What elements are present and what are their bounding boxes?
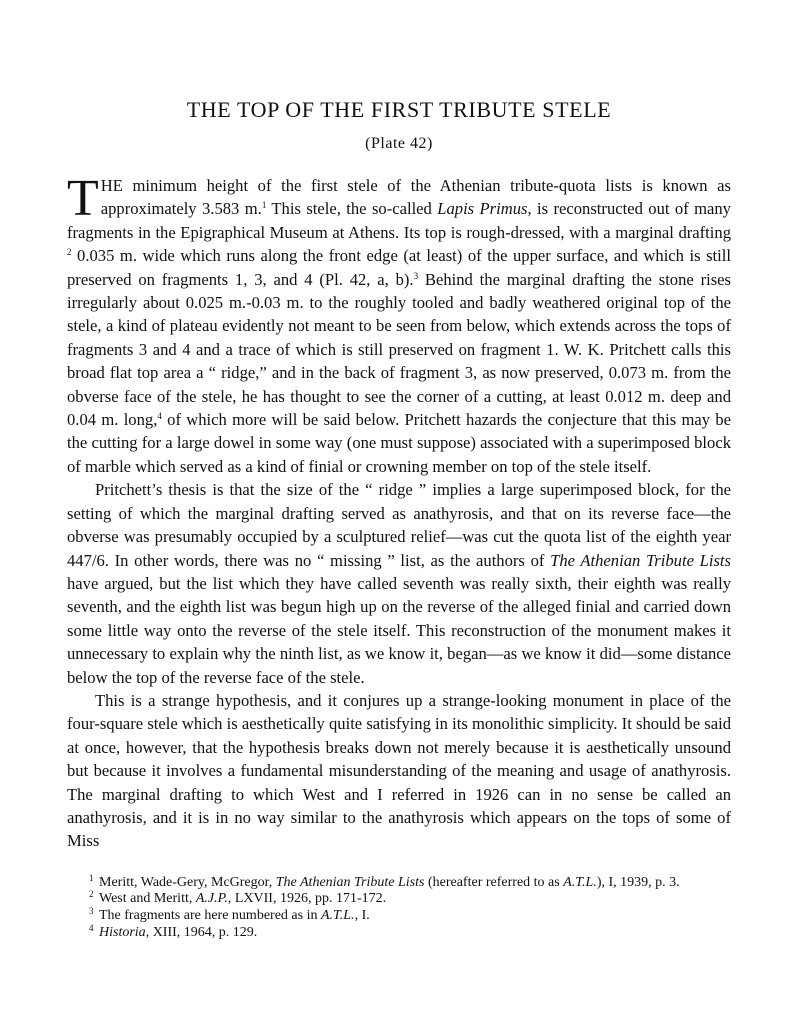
footnote-italic: A.J.P.	[195, 891, 228, 907]
footnotes	[67, 872, 731, 941]
footnote-text: West and Meritt,	[99, 891, 196, 907]
p1-text-1: HE minimum height of the first stele of the Athenian tribute-quota lists is known as approximately 3.583 m.	[100, 176, 731, 219]
footnote-ref-3: 3	[413, 270, 419, 281]
footnote-italic: Historia	[99, 924, 146, 940]
footnote-italic: A.T.L.	[320, 907, 355, 923]
p1-text-3: , is reconstructed out of many fragments in the Epigraphical Museum at Athens. Its top is rough-dressed, with a marginal drafting	[67, 199, 731, 242]
footnote-text: The fragments are here numbered as in	[99, 907, 321, 923]
p3-text-1: This is a strange hypothesis, and it conjures up a strange-looking monument in place of the four-square stele which is aesthetically quite satisfying in its monolithic simplicity. It should be said at once, however, that the hypothesis breaks down not merely because it is aesthetically unsound but because it involves a fundamental misunderstanding of the meaning and usage of anathyrosis. The marginal drafting to which West and I referred in 1926 can in no sense be called an anathyrosis, and it is in no way similar to the anathyrosis which appears on the tops of some of Miss	[67, 690, 731, 851]
footnote-text: , I.	[354, 907, 370, 923]
paragraph-1	[67, 170, 732, 478]
p1-text-5: Behind the marginal drafting the stone rises irregularly about 0.025 m.-0.03 m. to the roughly tooled and badly weathered original top of the stele, a kind of plateau evidently not meant to be seen from below, which extends across the tops of fragments 3 and 4 and a trace of which is still preserved on fragment 1. W. K. Pritchett calls this broad flat top area a “ ridge,” and in the back of fragment 3, as now preserved, 0.073 m. from the obverse face of the stele, he has thought to see the corner of a cutting, at least 0.012 m. deep and 0.04 m. long,	[67, 269, 732, 430]
plate-reference	[67, 134, 731, 154]
p2-italic-atl: The Athenian Tribute Lists	[550, 550, 732, 570]
p1-text-6: of which more will be said below. Pritchett hazards the conjecture that this may be the cutting for a large dowel in some way (one must suppose) associated with a superimposed block of marble which served as a kind of finial or crowning member on top of the stele itself.	[67, 410, 731, 476]
drop-cap: T	[67, 170, 99, 227]
footnote-italic: A.T.L.	[563, 874, 597, 890]
footnote-text: Meritt, Wade-Gery, McGregor,	[99, 874, 276, 890]
paragraph-2	[67, 478, 731, 689]
footnote-3: 3 The fragments are here numbered as in A.T.L., I.	[89, 905, 370, 923]
paragraph-3	[67, 689, 731, 853]
footnote-ref-1: 1	[261, 200, 267, 211]
footnote-text: (hereafter referred to as	[424, 874, 564, 890]
footnote-1: 1 Meritt, Wade-Gery, McGregor, The Athenian Tribute Lists (hereafter referred to as A.T.L.), I, 1939, p. 3.	[89, 872, 680, 890]
article-body	[67, 170, 732, 853]
footnote-text: ), I, 1939, p. 3.	[596, 874, 680, 890]
footnote-ref-2: 2	[67, 247, 72, 258]
p1-text-4: 0.035 m. wide which runs along the front edge (at least) of the upper surface, and which is still preserved on fragments 1, 3, and 4 (Pl. 42, a, b).	[67, 246, 731, 289]
plate-reference-text: (Plate 42)	[365, 135, 433, 152]
footnote-4: 4 Historia, XIII, 1964, p. 129.	[89, 922, 258, 940]
footnote-2: 2 West and Meritt, A.J.P., LXVII, 1926, pp. 171-172.	[89, 889, 387, 907]
footnote-ref-4: 4	[157, 411, 162, 422]
p2-text-2: have argued, but the list which they have called seventh was really sixth, their eighth was really seventh, and the eighth list was begun high up on the reverse of the alleged finial and carried down some little way onto the reverse of the stele itself. This reconstruction of the monument makes it unnecessary to explain why the ninth list, as we know it, began—as we know it did—some distance below the top of the reverse face of the stele.	[67, 573, 731, 687]
article-title: THE TOP OF THE FIRST TRIBUTE STELE	[186, 97, 612, 122]
p1-italic-lapis-primus: Lapis Primus	[437, 199, 528, 219]
p2-text-1: Pritchett’s thesis is that the size of the “ ridge ” implies a large superimposed block, for the setting of which the marginal drafting served as anathyrosis, and that on its reverse face—the obverse was presumably occupied by a sculptured relief—was cut the quota list of the eighth year 447/6. In other words, there was no “ missing ” list, as the authors of	[67, 480, 731, 570]
footnote-text: , LXVII, 1926, pp. 171-172.	[227, 891, 387, 907]
p1-text-2: This stele, the so-called	[266, 199, 438, 219]
footnote-italic: The Athenian Tribute Lists	[275, 874, 425, 890]
page	[67, 96, 731, 941]
footnote-text: , XIII, 1964, p. 129.	[145, 924, 258, 940]
